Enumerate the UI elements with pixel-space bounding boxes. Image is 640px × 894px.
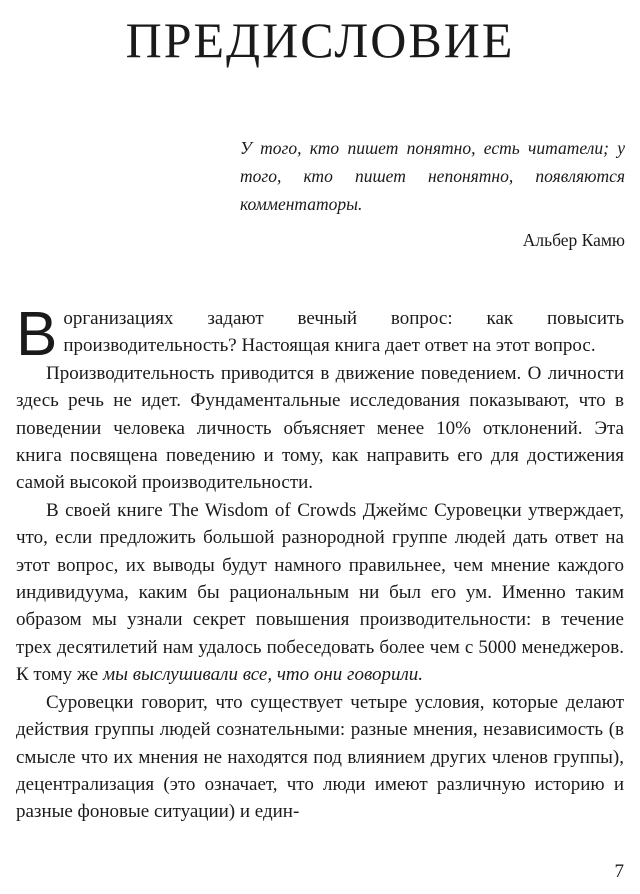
paragraph-1-text: организациях задают вечный вопрос: как повысить производительность? Настоящая книга дает ответ на этот вопрос. — [63, 308, 624, 357]
page-number: 7 — [614, 861, 624, 882]
paragraph-3-italic: мы выслушивали все, что они говорили. — [102, 664, 423, 686]
epigraph — [240, 134, 625, 254]
paragraph-1 — [16, 300, 624, 369]
epigraph-author: Альбер Камю — [522, 230, 625, 250]
body-text — [16, 300, 624, 826]
chapter-title: ПРЕДИСЛОВИЕ — [125, 12, 515, 68]
paragraph-3 — [16, 497, 624, 689]
drop-cap: В — [16, 300, 58, 369]
paragraph-2: Производительность приводится в движение поведением. О личности здесь речь не идет. Фундаментальные исследования показывают, что в поведении человека личность объясняет менее 10% отклонений. Эта книга посвящена поведению и тому, как направить его для достижения самой высокой производительности. — [16, 362, 624, 494]
paragraph-4: Суровецки говорит, что существует четыре условия, которые делают действия группы людей сознательными: разные мнения, независимость (в смысле что их мнения не находятся под влиянием других членов группы), децентрализация (это означает, что люди имеют различную историю и разные фоновые ситуации) и един- — [16, 691, 624, 823]
epigraph-quote: У того, кто пишет понятно, есть читатели; у того, кто пишет непонятно, появляются комментаторы. — [240, 138, 625, 214]
paragraph-3-text: В своей книге The Wisdom of Crowds Джеймс Суровецки утверждает, что, если предложить большой разнородной группе людей дать ответ на этот вопрос, их выводы будут намного правильнее, чем мнение каждого индивидуума, каким бы рациональным ни был его ум. Именно таким образом мы узнали секрет повышения производительности: в течение трех десятилетий нам удалось побеседовать более чем с 5000 менеджеров. К тому же — [16, 499, 624, 686]
